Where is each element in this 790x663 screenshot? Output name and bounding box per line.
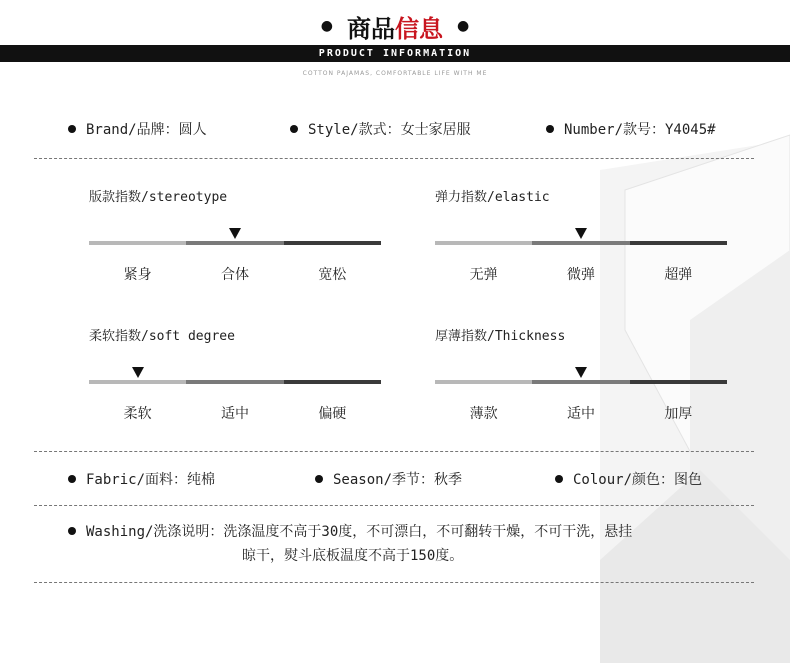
washing-line-2: 晾干，熨斗底板温度不高于150度。: [242, 548, 464, 564]
divider: [34, 451, 754, 452]
banner-band: [0, 45, 790, 62]
divider: [34, 582, 754, 583]
season-item: [315, 468, 462, 492]
fabric-text: Fabric/面料：纯棉: [86, 472, 216, 488]
scale-thickness: [435, 325, 735, 435]
scale-marker: [575, 228, 587, 239]
scale-marker: [229, 228, 241, 239]
style-text: Style/款式：女士家居服: [308, 122, 471, 138]
scale-soft-degree: [89, 325, 389, 435]
scale-segment: [186, 241, 283, 245]
scale-label: 合体: [220, 267, 249, 283]
divider: [34, 158, 754, 159]
scale-segment: [186, 380, 283, 384]
season-text: Season/季节：秋季: [333, 472, 463, 488]
banner-subtitle: COTTON PAJAMAS, COMFORTABLE LIFE WITH ME: [302, 70, 488, 77]
scale-title: 柔软指数/soft degree: [89, 329, 235, 344]
fabric-item: [68, 468, 215, 492]
scale-bar: [89, 380, 381, 384]
bullet-icon: [555, 475, 563, 483]
scale-labels: [89, 264, 381, 284]
scale-label: 无弹: [469, 267, 498, 283]
bullet-icon: [68, 125, 76, 133]
scale-labels: [89, 403, 381, 423]
scale-title: 版款指数/stereotype: [89, 190, 228, 205]
title-red: 信息: [395, 14, 443, 43]
scale-segment: [89, 380, 186, 384]
washing-line-1: [68, 520, 748, 544]
scale-marker: [132, 367, 144, 378]
number-item: [546, 118, 716, 142]
info-row-top: [0, 118, 790, 142]
scale-label: 微弹: [566, 267, 595, 283]
divider: [34, 505, 754, 506]
colour-text: Colour/颜色：图色: [573, 472, 703, 488]
info-row-bottom: [0, 468, 790, 492]
bullet-icon: [68, 527, 76, 535]
scale-bar: [435, 380, 727, 384]
bullet-icon: [290, 125, 298, 133]
scale-segment: [630, 241, 727, 245]
scale-segment: [435, 241, 532, 245]
bullet-icon: [315, 475, 323, 483]
scale-bar: [89, 241, 381, 245]
scale-marker: [575, 367, 587, 378]
scale-label: 薄款: [469, 406, 498, 422]
scale-label: 适中: [220, 406, 249, 422]
washing-text-1: Washing/洗涤说明：洗涤温度不高于30度，不可漂白，不可翻转干燥，不可干洗，悬挂: [86, 524, 633, 540]
scale-segment: [284, 241, 381, 245]
scale-title: 弹力指数/elastic: [435, 190, 550, 205]
scale-segment: [435, 380, 532, 384]
scale-segment: [630, 380, 727, 384]
scale-labels: [435, 264, 727, 284]
colour-item: [555, 468, 702, 492]
scale-label: 偏硬: [318, 406, 347, 422]
scale-label: 适中: [566, 406, 595, 422]
title-dot-left: ●: [320, 18, 333, 34]
scale-segment: [284, 380, 381, 384]
scale-segment: [532, 380, 629, 384]
bullet-icon: [68, 475, 76, 483]
style-item: [290, 118, 471, 142]
page-title: [0, 8, 790, 44]
scale-elastic: [435, 186, 735, 296]
scale-bar: [435, 241, 727, 245]
scale-label: 加厚: [664, 406, 693, 422]
scale-segment: [532, 241, 629, 245]
scale-segment: [89, 241, 186, 245]
brand-text: Brand/品牌：圆人: [86, 122, 207, 138]
title-black: 商品: [347, 14, 395, 43]
bullet-icon: [546, 125, 554, 133]
scale-label: 柔软: [123, 406, 152, 422]
scale-stereotype: [89, 186, 389, 296]
scale-label: 宽松: [318, 267, 347, 283]
scale-title: 厚薄指数/Thickness: [435, 329, 566, 344]
scale-labels: [435, 403, 727, 423]
banner-text: PRODUCT INFORMATION: [318, 48, 472, 59]
title-dot-right: ●: [457, 18, 470, 34]
number-text: Number/款号：Y4045#: [564, 122, 716, 138]
scale-label: 超弹: [664, 267, 693, 283]
brand-item: [68, 118, 207, 142]
washing-instructions: [68, 520, 748, 568]
scale-label: 紧身: [123, 267, 152, 283]
